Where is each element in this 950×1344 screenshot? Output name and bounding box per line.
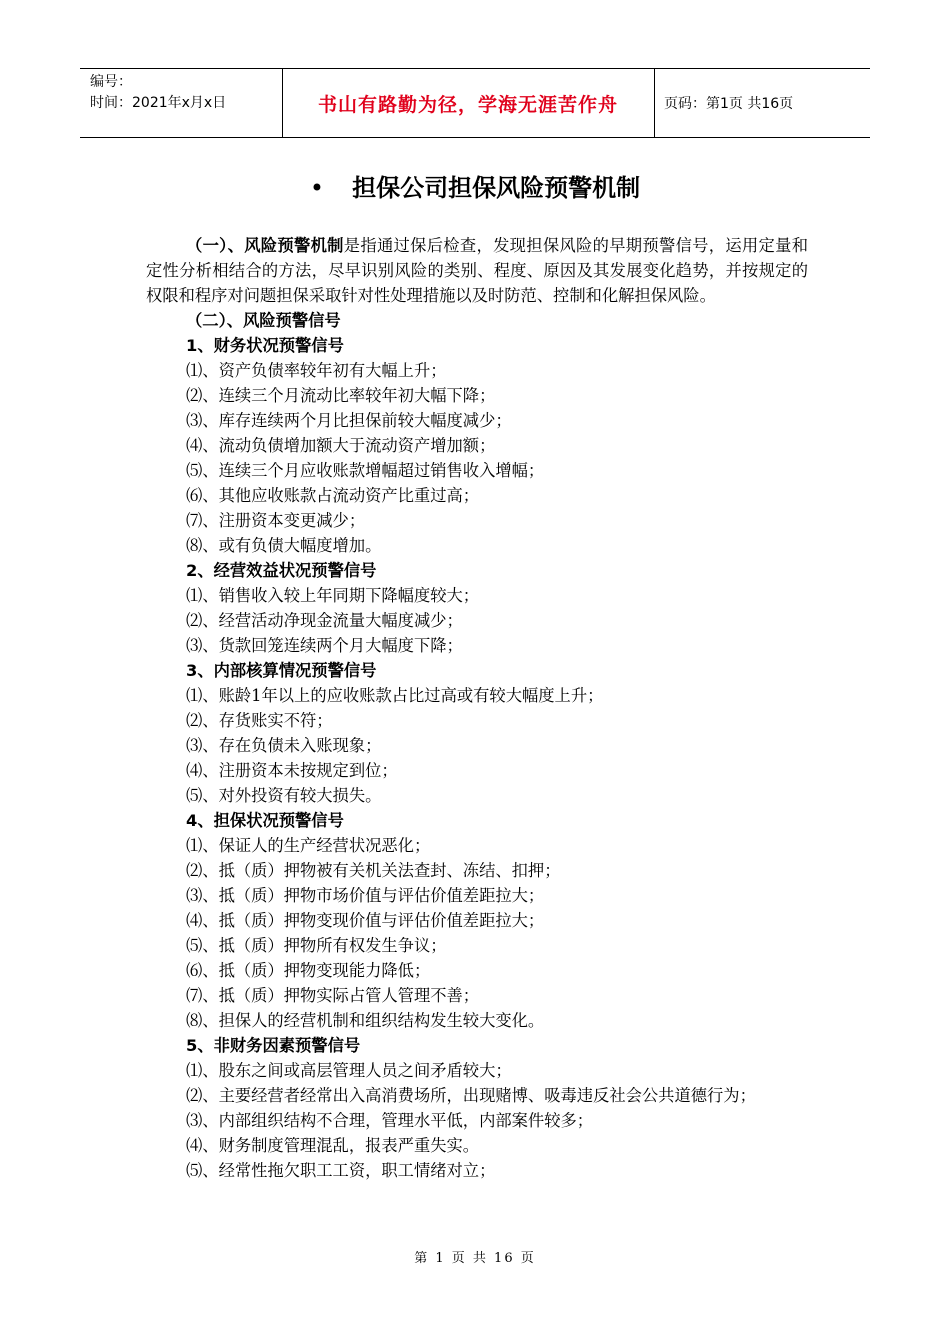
list-item: ⑺、抵（质）押物实际占管人管理不善； (186, 986, 480, 1005)
list-item: ⑵、主要经营者经常出入高消费场所，出现赌博、吸毒违反社会公共道德行为； (186, 1086, 756, 1105)
list-item: ⑻、担保人的经营机制和组织结构发生较大变化。 (186, 1011, 545, 1030)
list-item: ⑵、抵（质）押物被有关机关法查封、冻结、扣押； (186, 861, 561, 880)
header-motto: 书山有路勤为径，学海无涯苦作舟 (317, 93, 618, 116)
list-item: ⑴、股东之间或高层管理人员之间矛盾较大； (186, 1061, 512, 1080)
list-item: ⑸、抵（质）押物所有权发生争议； (186, 936, 447, 955)
page-header (80, 68, 870, 138)
section-1-paragraph (146, 233, 808, 308)
group-5-heading: 5、非财务因素预警信号 (186, 1036, 361, 1055)
document-title-text: 担保公司担保风险预警机制 (352, 174, 641, 202)
list-item: ⑶、存在负债未入账现象； (186, 736, 382, 755)
page-footer: 第 1 页 共 16 页 (414, 1251, 536, 1266)
document-title (0, 168, 950, 203)
list-item: ⑶、库存连续两个月比担保前较大幅度减少； (186, 411, 512, 430)
group-2-heading: 2、经营效益状况预警信号 (186, 561, 377, 580)
title-bullet-icon: • (309, 174, 325, 202)
header-page-info: 页码：第1页 共16页 (664, 96, 794, 112)
list-item: ⑸、连续三个月应收账款增幅超过销售收入增幅； (186, 461, 545, 480)
document-number-label: 编号： (90, 74, 132, 90)
list-item: ⑷、流动负债增加额大于流动资产增加额； (186, 436, 496, 455)
document-time-label: 时间：2021年x月x日 (90, 95, 227, 111)
list-item: ⑹、其他应收账款占流动资产比重过高； (186, 486, 480, 505)
list-item: ⑶、内部组织结构不合理，管理水平低，内部案件较多； (186, 1111, 594, 1130)
section-1-heading: （一）、风险预警机制 (186, 236, 344, 255)
list-item: ⑻、或有负债大幅度增加。 (186, 536, 382, 555)
list-item: ⑷、抵（质）押物变现价值与评估价值差距拉大； (186, 911, 545, 930)
list-item: ⑵、连续三个月流动比率较年初大幅下降； (186, 386, 496, 405)
document-body (146, 233, 808, 1183)
list-item: ⑴、资产负债率较年初有大幅上升； (186, 361, 447, 380)
list-item: ⑷、注册资本未按规定到位； (186, 761, 398, 780)
list-item: ⑷、财务制度管理混乱，报表严重失实。 (186, 1136, 480, 1155)
list-item: ⑺、注册资本变更减少； (186, 511, 366, 530)
list-item: ⑴、账龄1年以上的应收账款占比过高或有较大幅度上升； (186, 686, 604, 705)
header-motto-cell (282, 69, 655, 137)
list-item: ⑸、经常性拖欠职工工资，职工情绪对立； (186, 1161, 496, 1180)
list-item: ⑴、保证人的生产经营状况恶化； (186, 836, 431, 855)
header-left-cell (80, 69, 283, 137)
group-3-heading: 3、内部核算情况预警信号 (186, 661, 377, 680)
list-item: ⑹、抵（质）押物变现能力降低； (186, 961, 431, 980)
list-item: ⑶、抵（质）押物市场价值与评估价值差距拉大； (186, 886, 545, 905)
list-item: ⑵、存货账实不符； (186, 711, 333, 730)
list-item: ⑴、销售收入较上年同期下降幅度较大； (186, 586, 480, 605)
group-1-heading: 1、财务状况预警信号 (186, 336, 344, 355)
list-item: ⑵、经营活动净现金流量大幅度减少； (186, 611, 463, 630)
group-4-heading: 4、担保状况预警信号 (186, 811, 344, 830)
list-item: ⑸、对外投资有较大损失。 (186, 786, 382, 805)
section-1-text: 是指通过保后检查，发现担保风险的早期预警信号，运用定量和定性分析相结合的方法，尽早识别风险的类别、程度、原因及其发展变化趋势，并按规定的权限和程序对问题担保采取针对性处理措施以及时防范、控制和化解担保风险。 (146, 236, 808, 305)
header-page-cell (655, 69, 870, 137)
list-item: ⑶、货款回笼连续两个月大幅度下降； (186, 636, 463, 655)
section-2-heading: （二）、风险预警信号 (186, 311, 341, 330)
